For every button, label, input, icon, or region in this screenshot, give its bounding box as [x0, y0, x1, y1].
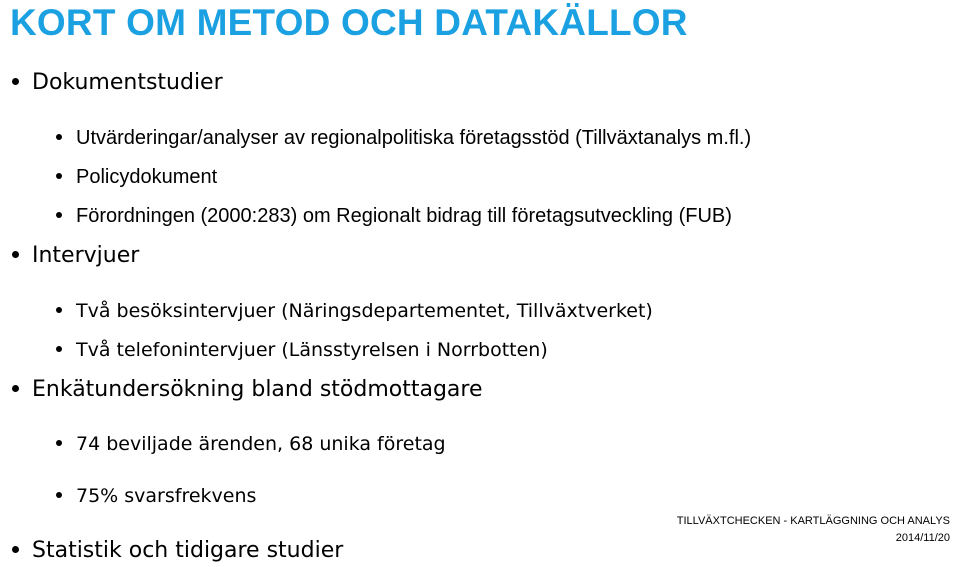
bullet-icon — [56, 339, 76, 361]
bullet-enkatundersokning — [12, 377, 483, 402]
bullet-icon — [56, 166, 76, 189]
sub-bullet-beviljade-arenden — [56, 433, 446, 455]
bullet-icon — [56, 433, 76, 455]
sub-bullet-label: Två besöksintervjuer (Näringsdepartementet, Tillväxtverket) — [76, 300, 653, 322]
bullet-dokumentstudier — [12, 70, 223, 95]
sub-bullet-besoksintervjuer — [56, 300, 653, 322]
bullet-label: Dokumentstudier — [32, 70, 223, 95]
sub-bullet-label: Två telefonintervjuer (Länsstyrelsen i Norrbotten) — [76, 339, 548, 361]
sub-bullet-svarsfrekvens — [56, 485, 256, 507]
sub-bullet-forordningen — [56, 205, 732, 228]
sub-bullet-label: 74 beviljade ärenden, 68 unika företag — [76, 433, 446, 455]
sub-bullet-label: Förordningen (2000:283) om Regionalt bidrag till företagsutveckling (FUB) — [76, 205, 732, 227]
bullet-icon — [56, 205, 76, 228]
bullet-intervjuer — [12, 243, 139, 268]
sub-bullet-telefonintervjuer — [56, 339, 548, 361]
footer-project: TILLVÄXTCHECKEN - KARTLÄGGNING OCH ANALYS — [676, 515, 950, 527]
sub-bullet-label: 75% svarsfrekvens — [76, 485, 257, 507]
bullet-icon — [12, 538, 32, 563]
bullet-icon — [56, 485, 76, 507]
bullet-icon — [56, 127, 76, 150]
bullet-icon — [12, 70, 32, 95]
footer-date: 2014/11/20 — [895, 532, 950, 544]
sub-bullet-utvarderingar — [56, 127, 751, 150]
bullet-icon — [56, 300, 76, 322]
bullet-icon — [12, 377, 32, 402]
sub-bullet-label: Policydokument — [76, 166, 218, 188]
bullet-icon — [12, 243, 32, 268]
bullet-label: Enkätundersökning bland stödmottagare — [32, 377, 483, 402]
bullet-label: Intervjuer — [32, 243, 140, 268]
sub-bullet-policydokument — [56, 166, 217, 189]
slide-title: KORT OM METOD OCH DATAKÄLLOR — [10, 2, 688, 43]
slide-footer — [677, 513, 950, 547]
bullet-label: Statistik och tidigare studier — [32, 538, 344, 563]
sub-bullet-label: Utvärderingar/analyser av regionalpolitiska företagsstöd (Tillväxtanalys m.fl.) — [76, 127, 752, 149]
bullet-statistik — [12, 538, 343, 563]
